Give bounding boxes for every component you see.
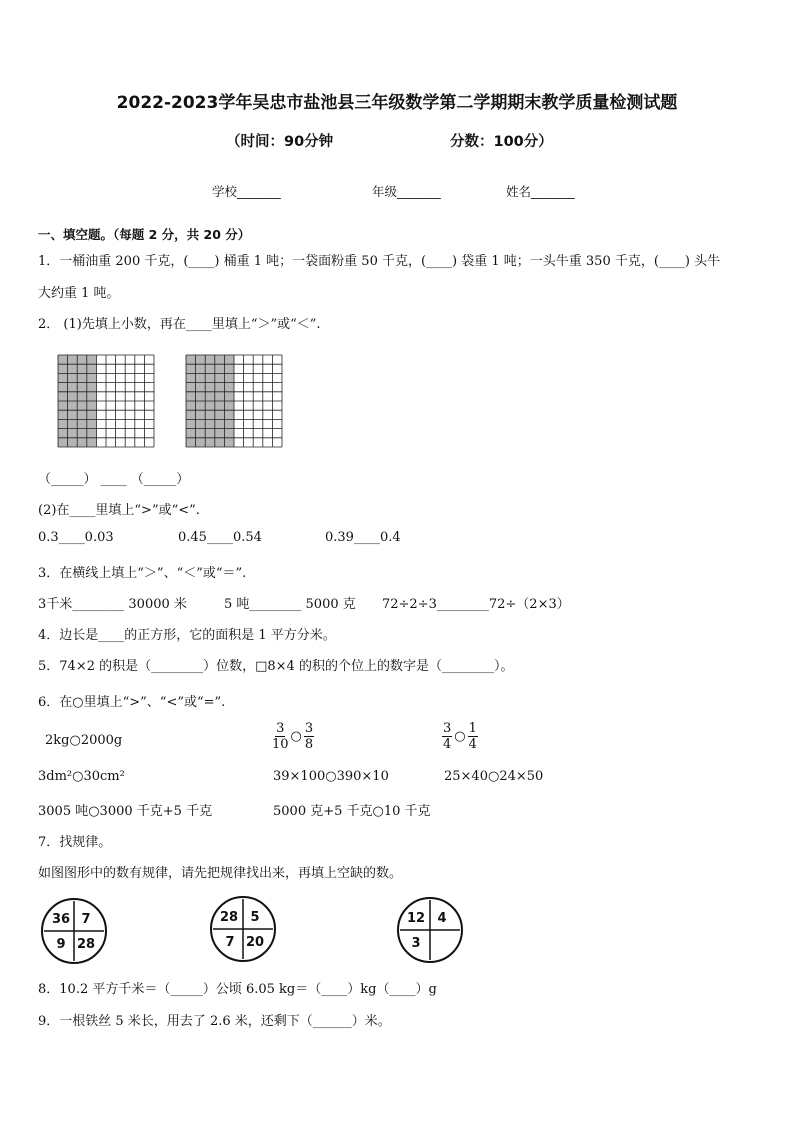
frac-denominator: 10 (272, 737, 289, 752)
school-field[interactable]: 学校_______ (212, 184, 281, 199)
q3-compare-2[interactable]: 5 吨________ 5000 克 (224, 597, 356, 612)
frac-numerator: 3 (276, 721, 285, 736)
q6-r2c3[interactable]: 25×40○24×50 (444, 769, 544, 784)
circle-1-tr: 7 (81, 912, 91, 927)
q3-stem: 3．在横线上填上“＞”、“＜”或“＝”. (38, 566, 247, 581)
q8-text[interactable]: 8．10.2 平方千米＝（_____）公顷 6.05 kg＝（____）kg（____）g (38, 982, 437, 997)
name-field[interactable]: 姓名_______ (506, 184, 575, 199)
q6-r3c2[interactable]: 5000 克+5 千克○10 千克 (273, 804, 431, 819)
circle-1-tl: 36 (51, 912, 71, 927)
circle-3-tr: 4 (437, 911, 447, 926)
circle-3-tl: 12 (406, 911, 426, 926)
q6-fraction-compare-1[interactable] (270, 721, 316, 752)
q2-answer-row[interactable]: （_____） ____ （_____） (38, 472, 190, 487)
page-title: 2022-2023学年吴忠市盐池县三年级数学第二学期期末教学质量检测试题 (116, 93, 678, 113)
circle-2-br: 20 (245, 935, 265, 950)
q2-stem: 2． (1)先填上小数，再在____里填上“＞”或“＜”. (38, 317, 321, 332)
q6-r1c1[interactable]: 2kg○2000g (45, 733, 123, 748)
q1-line1: 1．一桶油重 200 千克，(____) 桶重 1 吨；一袋面粉重 50 千克，(____) 袋重 1 吨；一头牛重 350 千克，(____) 头牛 (38, 254, 721, 269)
q1-line2: 大约重 1 吨。 (38, 286, 120, 301)
q2-compare-3[interactable]: 0.39____0.4 (325, 530, 401, 545)
grade-field[interactable]: 年级_______ (372, 184, 441, 199)
frac-numerator: 3 (304, 721, 314, 736)
compare-circle[interactable]: ○ (290, 729, 302, 744)
q9-text[interactable]: 9．一根铁丝 5 米长，用去了 2.6 米，还剩下（______）米。 (38, 1014, 391, 1029)
q2-part2: (2)在____里填上“>”或“<”. (38, 503, 200, 518)
circle-1-bl: 9 (56, 937, 66, 952)
q6-r2c1[interactable]: 3dm²○30cm² (38, 769, 125, 784)
q6-r2c2[interactable]: 39×100○390×10 (273, 769, 389, 784)
section-title: 一、填空题。（每题 2 分，共 20 分） (38, 227, 251, 242)
q2-compare-1[interactable]: 0.3____0.03 (38, 530, 114, 545)
q6-r3c1[interactable]: 3005 吨○3000 千克+5 千克 (38, 804, 213, 819)
q7-description: 如图图形中的数有规律，请先把规律找出来，再填上空缺的数。 (38, 866, 403, 881)
compare-circle[interactable]: ○ (454, 729, 466, 744)
q6-fraction-compare-2[interactable] (440, 721, 480, 752)
circle-1-br: 28 (76, 937, 96, 952)
circle-2-bl: 7 (225, 935, 235, 950)
q6-stem: 6．在○里填上“>”、“<”或“=”. (38, 695, 226, 710)
q7-stem: 7．找规律。 (38, 835, 112, 850)
circle-2-tr: 5 (250, 910, 260, 925)
q5-text[interactable]: 5．74×2 的积是（________）位数，□8×4 的积的个位上的数字是（________）。 (38, 659, 514, 674)
circle-3-bl: 3 (411, 936, 421, 951)
frac-denominator: 8 (304, 737, 314, 752)
frac-denominator: 4 (443, 737, 452, 752)
pattern-circle-1 (40, 897, 108, 969)
circle-2-tl: 28 (219, 910, 239, 925)
exam-score: 分数：100分） (450, 134, 553, 150)
pattern-circle-2 (209, 895, 277, 967)
q3-compare-3[interactable]: 72÷2÷3________72÷（2×3） (382, 597, 570, 612)
frac-numerator: 3 (443, 721, 452, 736)
q2-compare-2[interactable]: 0.45____0.54 (178, 530, 262, 545)
exam-time: （时间：90分钟 (226, 134, 334, 150)
q3-compare-1[interactable]: 3千米________ 30000 米 (38, 597, 187, 612)
decimal-grid-1 (57, 354, 155, 448)
decimal-grid-2 (185, 354, 283, 448)
frac-denominator: 4 (468, 737, 477, 752)
frac-numerator: 1 (468, 721, 477, 736)
q4-text[interactable]: 4．边长是____的正方形，它的面积是 1 平方分米。 (38, 628, 336, 643)
pattern-circle-3 (396, 896, 464, 968)
